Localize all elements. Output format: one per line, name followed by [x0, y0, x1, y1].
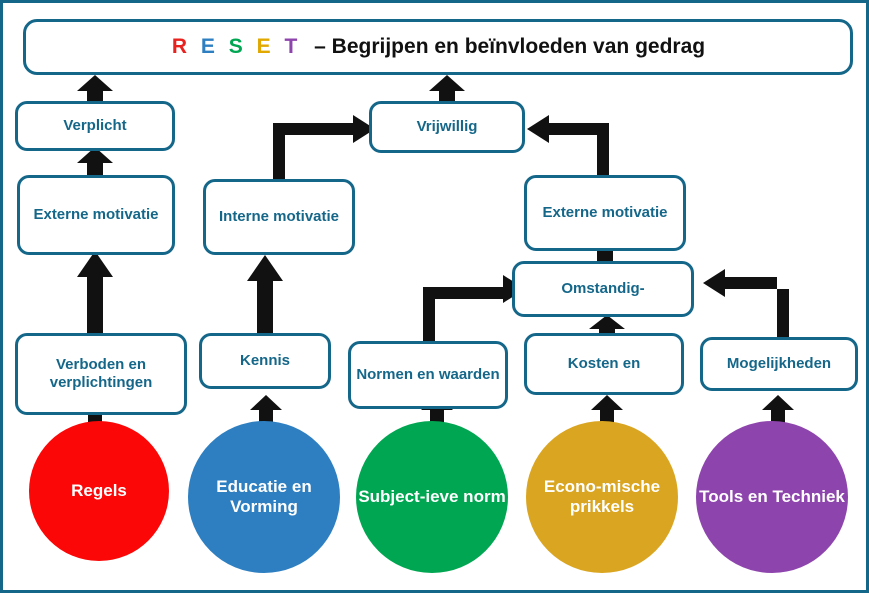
- circle-tools-label: Tools en Techniek: [699, 486, 845, 506]
- reset-letter-t: T: [284, 34, 301, 58]
- reset-letter-r: R: [171, 34, 191, 58]
- node-kennis-label: Kennis: [239, 352, 290, 370]
- node-verboden-label: Verboden en verplichtingen: [49, 356, 153, 391]
- node-verplicht: [15, 101, 175, 151]
- node-normen-label: Normen en waarden: [356, 366, 500, 384]
- circle-subjectieve-norm-label: Subject-ieve norm: [358, 486, 506, 506]
- node-kosten-label: Kosten en: [567, 355, 641, 373]
- node-mogelijkheden: [700, 337, 858, 391]
- node-externe-motivatie-right: [524, 175, 686, 251]
- node-verboden-en-verplichtingen: [15, 333, 187, 415]
- reset-letter-e2: E: [256, 34, 274, 58]
- node-interne-motivatie: [203, 179, 355, 255]
- node-externe-motivatie-right-label: Externe motivatie: [542, 204, 668, 222]
- node-externe-motivatie-left-label: Externe motivatie: [33, 206, 159, 224]
- reset-letter-s: S: [228, 34, 246, 58]
- node-vrijwillig: [369, 101, 525, 153]
- circle-regels-label: Regels: [71, 480, 127, 500]
- node-omstandigheden-label: Omstandig-: [561, 280, 645, 298]
- node-mogelijkheden-label: Mogelijkheden: [726, 355, 832, 373]
- arrow-kennis-to-interne: [247, 255, 283, 335]
- arrow-verboden-to-externe-left: [77, 251, 113, 335]
- circle-educatie-en-vorming: [188, 421, 340, 573]
- reset-acronym: [171, 35, 310, 58]
- node-omstandigheden: [512, 261, 694, 317]
- circle-educatie-label: Educatie en Vorming: [216, 476, 312, 516]
- circle-economische-prikkels-label: Econo-mische prikkels: [543, 476, 661, 516]
- reset-letter-e1: E: [200, 34, 218, 58]
- node-vrijwillig-label: Vrijwillig: [416, 118, 478, 136]
- title-subtitle: – Begrijpen en beïnvloeden van gedrag: [314, 34, 706, 58]
- circle-tools-en-techniek: [696, 421, 848, 573]
- arrow-normen-to-omstandigheden: [415, 261, 525, 345]
- diagram-title: [23, 19, 853, 75]
- arrow-mogelijkheden-to-omstandigheden: [703, 269, 793, 337]
- node-interne-motivatie-label: Interne motivatie: [218, 208, 340, 226]
- node-externe-motivatie-left: [17, 175, 175, 255]
- node-normen-en-waarden: [348, 341, 508, 409]
- circle-subjectieve-norm: [356, 421, 508, 573]
- node-kosten-en: [524, 333, 684, 395]
- node-kennis: [199, 333, 331, 389]
- circle-economische-prikkels: [526, 421, 678, 573]
- node-verplicht-label: Verplicht: [63, 117, 127, 135]
- circle-regels: [29, 421, 169, 561]
- arrow-interne-to-vrijwillig: [265, 115, 375, 187]
